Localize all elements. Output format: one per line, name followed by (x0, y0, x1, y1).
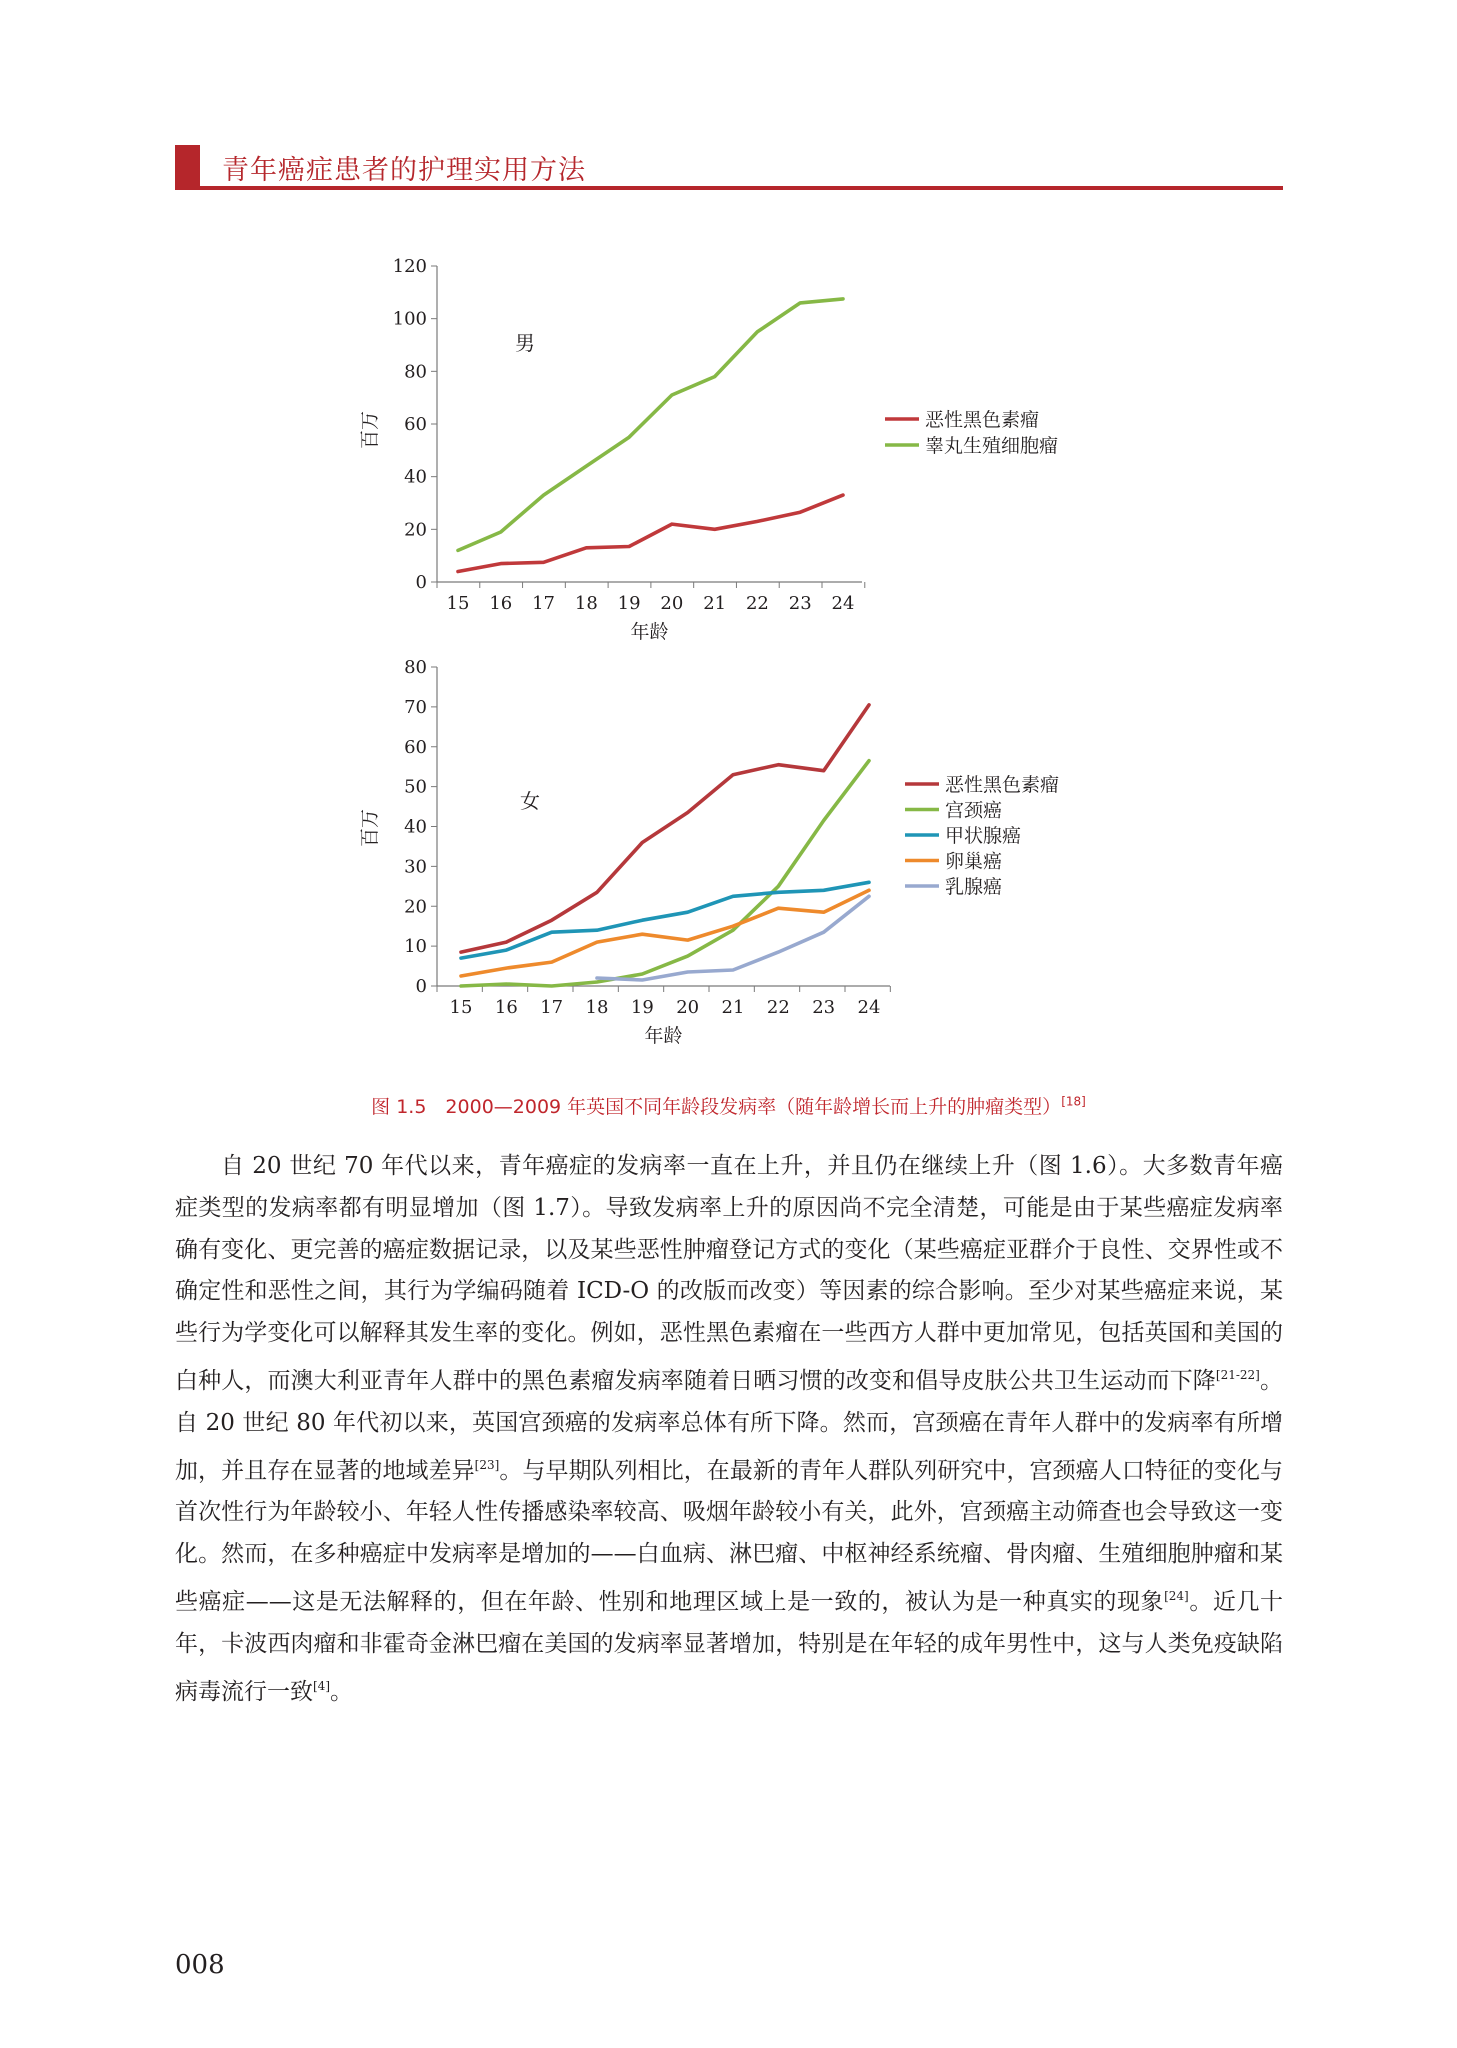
x-tick-label: 18 (585, 997, 609, 1018)
y-tick-label: 80 (404, 361, 427, 383)
x-tick-label: 21 (703, 593, 727, 614)
text-run: 。与早期队列相比，在最新的青年人群队列研究中，宫颈癌人口特征的变化与首次性行为年龄较小、年轻人性传播感染率较高、吸烟年龄较小有关，此外，宫颈癌主动筛查也会导致这一变化。然而，在多种癌症中发病率是增加的——白血病、淋巴瘤、中枢神经系统瘤、骨肉瘤、生殖细胞肿瘤和某些癌症——这是无法解释的，但在年龄、性别和地理区域上是一致的，被认为是一种真实的现象 (175, 1457, 1284, 1615)
x-tick-label: 16 (494, 997, 518, 1018)
x-tick-label: 20 (676, 997, 700, 1018)
text-run: 。 (330, 1678, 353, 1705)
series-line (461, 882, 869, 958)
legend-label: 宫颈癌 (945, 799, 1003, 822)
x-tick-label: 24 (857, 997, 881, 1018)
y-tick-label: 50 (404, 776, 427, 798)
x-tick-label: 21 (721, 997, 745, 1018)
y-tick-label: 70 (404, 696, 427, 718)
y-tick-label: 40 (404, 466, 427, 488)
x-tick-label: 19 (617, 593, 641, 614)
legend-label: 甲状腺癌 (945, 825, 1022, 847)
legend-label: 卵巢癌 (945, 850, 1003, 873)
x-tick-label: 22 (745, 593, 769, 614)
citation: [21-22] (1215, 1367, 1260, 1382)
y-tick-label: 60 (404, 736, 427, 758)
y-tick-label: 120 (392, 256, 427, 277)
x-axis-label: 年龄 (630, 621, 669, 643)
x-tick-label: 17 (532, 593, 556, 614)
figure-caption-ref: [18] (1061, 1094, 1086, 1109)
y-tick-label: 0 (415, 572, 427, 593)
x-tick-label: 22 (766, 997, 790, 1018)
y-tick-label: 0 (415, 976, 427, 997)
x-tick-label: 18 (574, 593, 598, 614)
x-tick-label: 23 (812, 997, 836, 1018)
legend-label: 恶性黑色素瘤 (925, 409, 1040, 431)
y-tick-label: 40 (404, 816, 427, 838)
book-title: 青年癌症患者的护理实用方法 (222, 155, 586, 186)
x-tick-label: 15 (446, 593, 470, 614)
paragraph (175, 1146, 1283, 1713)
y-axis-label: 百万 (359, 410, 381, 450)
y-tick-label: 100 (392, 308, 427, 330)
panel-label: 女 (520, 789, 540, 813)
y-tick-label: 80 (404, 657, 427, 678)
y-tick-label: 10 (404, 936, 427, 958)
legend-label: 乳腺癌 (945, 876, 1003, 898)
citation: [24] (1164, 1588, 1189, 1603)
citation: [4] (313, 1678, 330, 1693)
text-run: 。近几十年，卡波西肉瘤和非霍奇金淋巴瘤在美国的发病率显著增加，特别是在年轻的成年男性中，这与人类免疫缺陷病毒流行一致 (175, 1588, 1284, 1705)
panel-label: 男 (515, 331, 535, 355)
y-tick-label: 20 (404, 519, 427, 541)
body-text (175, 1146, 1283, 1713)
figure-caption-text: 图 1.5 2000—2009 年英国不同年龄段发病率（随年龄增长而上升的肿瘤类型） (371, 1096, 1062, 1118)
x-tick-label: 19 (630, 997, 654, 1018)
text-run: 。自 20 世纪 80 年代初以来，英国宫颈癌的发病率总体有所下降。然而，宫颈癌在青年人群中的发病率有所增加，并且存在显著的地域差异 (175, 1367, 1284, 1484)
x-tick-label: 16 (489, 593, 513, 614)
figure-caption (0, 1092, 1457, 1119)
x-tick-label: 17 (540, 997, 564, 1018)
x-tick-label: 20 (660, 593, 684, 614)
citation: [23] (474, 1457, 500, 1472)
y-tick-label: 30 (404, 856, 427, 878)
text-run: 自 20 世纪 70 年代以来，青年癌症的发病率一直在上升，并且仍在继续上升（图 1.6）。大多数青年癌症类型的发病率都有明显增加（图 1.7）。导致发病率上升的原因尚不完全清楚，可能是由于某些癌症发病率确有变化、更完善的癌症数据记录，以及某些恶性肿瘤登记方式的变化（某些癌症亚群介于良性、交界性或不确定性和恶性之间，其行为学编码随着 ICD-O 的改版而改变）等因素的综合影响。至少对某些癌症来说，某些行为学变化可以解释其发生率的变化。例如，恶性黑色素瘤在一些西方人群中更加常见，包括英国和美国的白种人，而澳大利亚青年人群中的黑色素瘤发病率随着日晒习惯的改变和倡导皮肤公共卫生运动而下降 (175, 1153, 1283, 1394)
x-tick-label: 24 (831, 593, 855, 614)
legend-label: 睾丸生殖细胞瘤 (925, 435, 1059, 457)
y-tick-label: 20 (404, 896, 427, 918)
x-tick-label: 15 (449, 997, 473, 1018)
y-tick-label: 60 (404, 414, 427, 435)
page-number: 008 (175, 1950, 225, 1980)
y-axis-label: 百万 (359, 808, 381, 848)
x-axis-label: 年龄 (644, 1025, 683, 1047)
x-tick-label: 23 (788, 593, 812, 614)
legend-label: 恶性黑色素瘤 (945, 774, 1060, 796)
